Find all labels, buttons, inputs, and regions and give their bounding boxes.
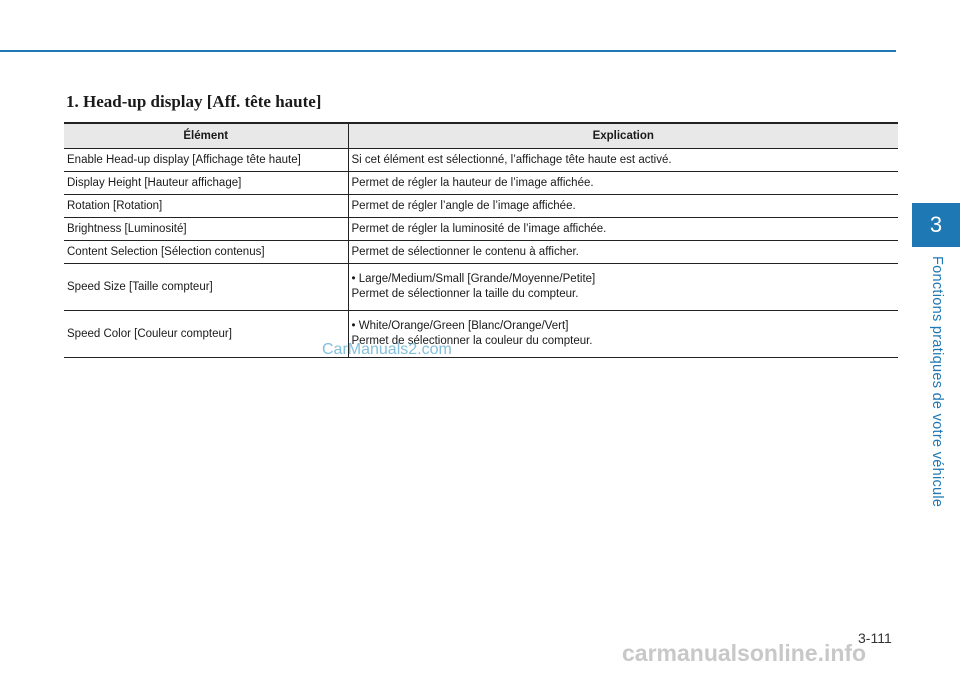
row-option-list: • White/Orange/Green [Blanc/Orange/Vert] [351, 320, 569, 332]
row-explanation [348, 264, 898, 311]
table-row [64, 149, 898, 172]
row-item: Speed Size [Taille compteur] [64, 264, 348, 311]
table-row [64, 195, 898, 218]
row-explanation-text: Permet de régler la luminosité de l’image affichée. [351, 222, 607, 235]
row-explanation [348, 241, 898, 264]
table-row [64, 172, 898, 195]
table-row [64, 311, 898, 358]
row-explanation-text: Permet de sélectionner la taille du compteur. [351, 288, 579, 300]
top-rule [0, 50, 896, 52]
row-explanation [348, 172, 898, 195]
table-row [64, 241, 898, 264]
table-row [64, 218, 898, 241]
row-explanation [348, 149, 898, 172]
row-item: Rotation [Rotation] [64, 195, 348, 218]
row-explanation-text: Permet de sélectionner la couleur du compteur. [351, 335, 593, 347]
table-row [64, 264, 898, 311]
row-explanation-text: Permet de régler la hauteur de l’image affichée. [351, 176, 594, 189]
chapter-title: Fonctions pratiques de votre véhicule [929, 256, 945, 508]
row-item: Enable Head-up display [Affichage tête haute] [64, 149, 348, 172]
hud-settings-table [64, 122, 898, 358]
row-item: Content Selection [Sélection contenus] [64, 241, 348, 264]
row-explanation-text: Permet de régler l’angle de l’image affichée. [351, 199, 576, 212]
row-item: Display Height [Hauteur affichage] [64, 172, 348, 195]
header-element: Élément [64, 123, 348, 149]
table-header-row [64, 123, 898, 149]
row-item: Speed Color [Couleur compteur] [64, 311, 348, 358]
row-item: Brightness [Luminosité] [64, 218, 348, 241]
footer-watermark: carmanualsonline.info [622, 640, 867, 666]
row-option-list: • Large/Medium/Small [Grande/Moyenne/Petite] [351, 273, 596, 285]
row-explanation-text: Si cet élément est sélectionné, l’affichage tête haute est activé. [351, 153, 672, 166]
row-explanation [348, 195, 898, 218]
page-number: 3-111 [858, 630, 892, 646]
header-explication: Explication [348, 123, 898, 149]
section-title: 1. Head-up display [Aff. tête haute] [66, 92, 322, 111]
chapter-tab: 3 [912, 203, 960, 247]
watermark: CarManuals2.com [322, 341, 452, 358]
row-explanation [348, 218, 898, 241]
row-explanation-text: Permet de sélectionner le contenu à afficher. [351, 245, 579, 258]
